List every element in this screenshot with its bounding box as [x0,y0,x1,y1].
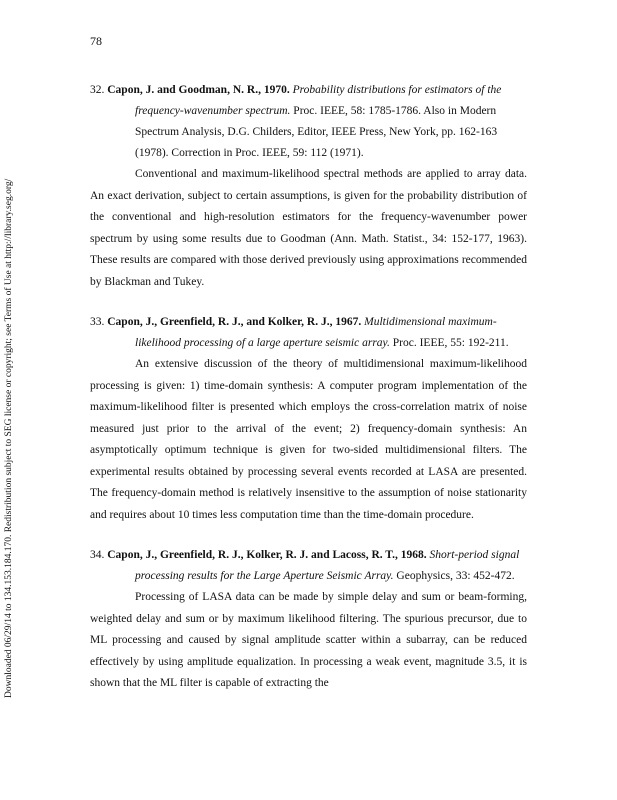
entry-title: Probability distributions for estimators of the frequency-wavenumber spectrum. [135,84,502,117]
entry-number: 32. [90,84,105,96]
entry-source: Proc. IEEE, 58: 1785-1786. Also in Modern Spectrum Analysis, D.G. Childers, Editor, IEEE Press, New York, pp. 162-163 (1978). Correction in Proc. IEEE, 59: 112 (1971). [135,105,498,159]
citation [90,80,527,164]
entry-title: Multidimensional maximum-likelihood processing of a large aperture seismic array. [135,316,497,349]
citation [90,312,527,354]
entry-source: Geophysics, 33: 452-472. [396,570,515,582]
entry-authors: Capon, J., Greenfield, R. J., and Kolker, R. J., 1967. [107,316,362,328]
reference-entry [90,312,527,526]
download-watermark: Downloaded 06/29/14 to 134.153.184.170. Redistribution subject to SEG license or copyright; see Terms of Use at http://library.seg.org/ [4,178,14,698]
entry-number: 33. [90,316,105,328]
entry-source: Proc. IEEE, 55: 192-211. [392,337,509,349]
entry-abstract: Conventional and maximum-likelihood spectral methods are applied to array data. An exact derivation, subject to certain assumptions, is given for the probability distribution of the conventional and high-resolution estimators for the frequency-wavenumber power spectrum by using some results due to Goodman (Ann. Math. Statist., 34: 152-177, 1963). These results are compared with those derived previously using approximations recommended by Blackman and Tukey. [90,168,527,288]
citation [90,545,527,587]
page-number: 78 [90,34,102,48]
reference-entry [90,545,527,695]
entry-abstract: An extensive discussion of the theory of multidimensional maximum-likelihood processing is given: 1) time-domain synthesis: A computer program implementation of the maximum-likelihood filter is presented which employs the cross-correlation matrix of noise measured just prior to the arrival of the event; 2) frequency-domain synthesis: An asymptotically optimum technique is given for two-sided multidimensional filters. The experimental results obtained by processing several events recorded at LASA are presented. The frequency-domain method is relatively insensitive to the assumption of noise stationarity and requires about 10 times less computation time than the time-domain procedure. [90,358,527,521]
entry-number: 34. [90,549,105,561]
entry-authors: Capon, J., Greenfield, R. J., Kolker, R. J. and Lacoss, R. T., 1968. [107,549,427,561]
reference-entry [90,80,527,293]
reference-list [90,80,527,695]
entry-title: Short-period signal processing results for the Large Aperture Seismic Array. [135,549,520,582]
entry-abstract: Processing of LASA data can be made by simple delay and sum or beam-forming, weighted delay and sum or by maximum likelihood filtering. The spurious precursor, due to ML processing and caused by signal amplitude scatter within a subarray, can be reduced effectively by using amplitude equalization. In processing a weak event, magnitude 3.5, it is shown that the ML filter is capable of extracting the [90,591,527,689]
entry-authors: Capon, J. and Goodman, N. R., 1970. [107,84,290,96]
